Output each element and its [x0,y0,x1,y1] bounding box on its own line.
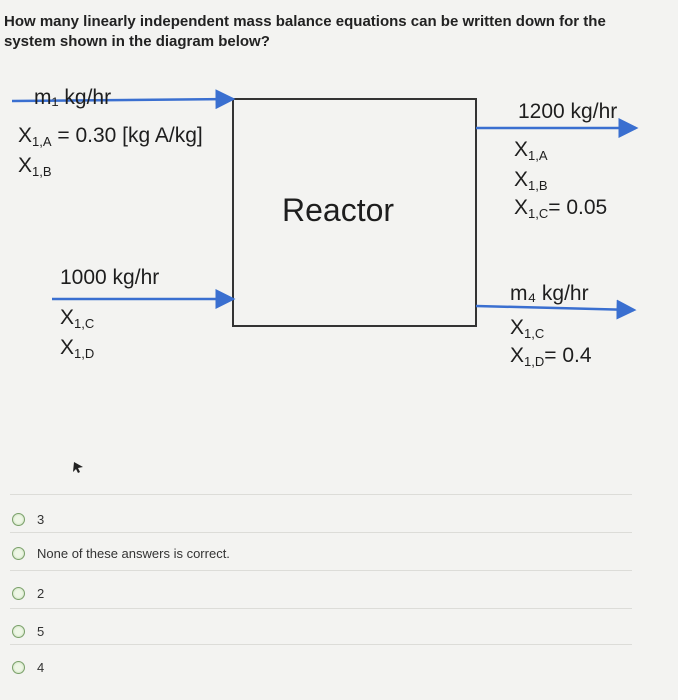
stream1-flow: m₁ kg/hr [34,86,112,109]
answer-label: 3 [37,511,45,527]
stream3-flow: 1200 kg/hr [518,100,618,123]
stream1-xa: $X_{1,A} = 0.30$ [kg A/kg] [18,124,203,149]
stream4-xd: $X_{1,D}= 0.4$ [510,344,592,369]
radio-button[interactable] [12,547,25,560]
stream4-arrow [476,306,634,310]
reactor-label: Reactor [282,192,395,228]
answer-option[interactable] [12,578,632,608]
radio-button[interactable] [12,513,25,526]
answer-option[interactable] [12,504,632,534]
answer-label: None of these answers is correct. [37,545,230,561]
answer-option[interactable] [12,616,632,646]
answer-label: 4 [37,659,45,675]
stream2-flow: 1000 kg/hr [60,266,160,289]
mouse-cursor-icon [73,462,83,473]
answer-option[interactable] [12,538,632,568]
radio-button[interactable] [12,661,25,674]
answer-label: 2 [37,585,45,601]
stream3-xa: $X_{1,A}$ [514,138,548,163]
stream2-xc: $X_{1,C}$ [60,306,95,331]
stream2-xd: $X_{1,D}$ [60,336,95,361]
stream3-xc: $X_{1,C}= 0.05$ [514,196,608,221]
stream4-flow: m₄ kg/hr [510,282,589,305]
stream3-xb: $X_{1,B}$ [514,168,548,193]
radio-button[interactable] [12,587,25,600]
stream1-xb: $X_{1,B}$ [18,154,52,179]
answer-option[interactable] [12,652,632,682]
radio-button[interactable] [12,625,25,638]
answer-label: 5 [37,623,45,639]
stream4-xc: $X_{1,C}$ [510,316,545,341]
question-text: How many linearly independent mass balance equations can be written down for the system shown in the diagram below? [4,13,606,50]
